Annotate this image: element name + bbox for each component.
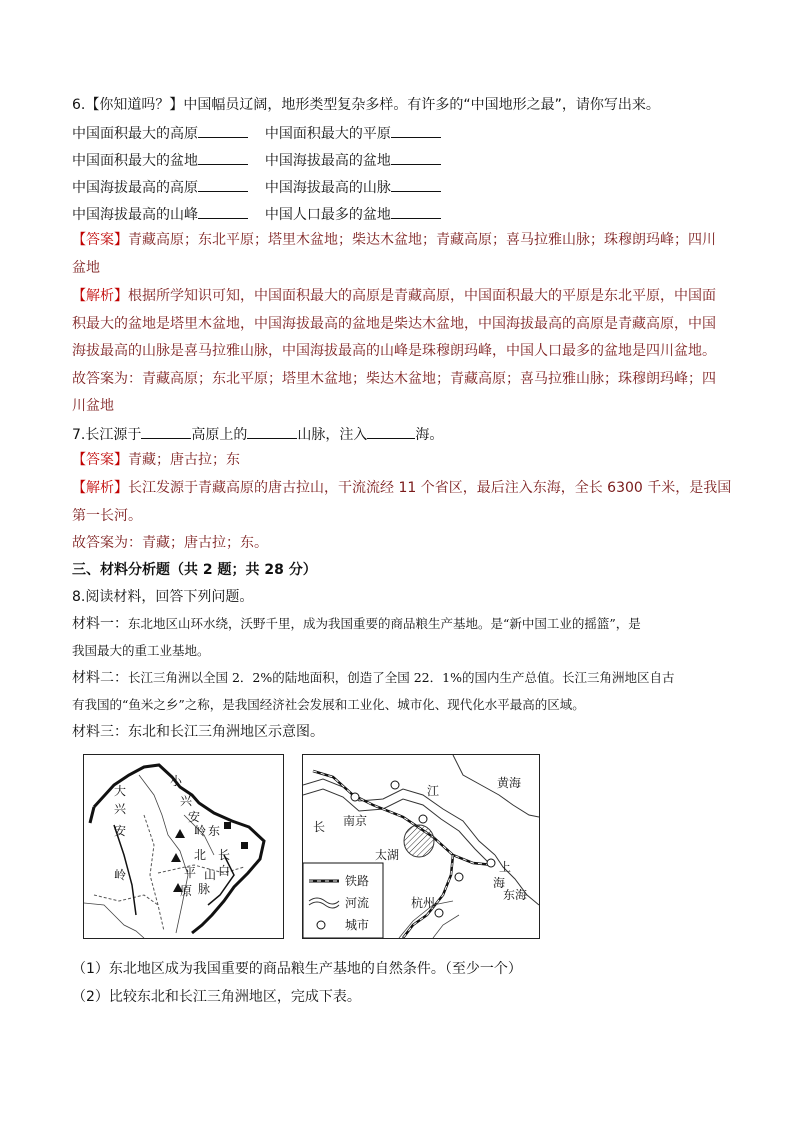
map-label: 山 (204, 868, 217, 882)
analysis-tag: 【解析】 (72, 288, 128, 304)
map-label: 岭 (194, 824, 207, 838)
analysis-tag: 【解析】 (72, 480, 128, 496)
map-label: 岭 (114, 868, 127, 882)
map-label: 脉 (198, 882, 211, 896)
analysis-text: 海拔最高的山脉是喜马拉雅山脉，中国海拔最高的山峰是珠穆朗玛峰，中国人口最多的盆地是四川盆地。 (72, 343, 716, 359)
map-label: 安 (188, 810, 201, 824)
analysis-text: 长江发源于青藏高原的唐古拉山，干流流经 11 个省区，最后注入东海，全长 6300 千米，是我国 (128, 480, 732, 496)
q7-text: 海。 (415, 427, 444, 443)
q6-answer-cont: 盆地 (72, 260, 100, 276)
q8-stem: 8.阅读材料，回答下列问题。 (72, 589, 254, 605)
mineral-triangle-icon (175, 829, 185, 838)
coastline (453, 755, 539, 817)
map-label: 白 (218, 864, 231, 878)
answer-blank (391, 150, 441, 165)
map-label: 东 (208, 824, 221, 838)
province-boundary (94, 895, 158, 905)
map-label: 太湖 (375, 848, 400, 862)
q6-row-4 (72, 204, 441, 224)
city-icon (435, 909, 443, 917)
answer-blank (391, 123, 441, 138)
province-boundary (144, 815, 164, 931)
q7-text: 高原上的 (191, 427, 248, 443)
legend-label: 河流 (345, 896, 370, 910)
legend-city-icon (317, 921, 325, 929)
material-text: 我国最大的重工业基地。 (72, 643, 210, 658)
q7-answer (72, 451, 240, 469)
q7-conclusion: 故答案为：青藏；唐古拉；东。 (72, 535, 268, 551)
material-text: 长江三角洲以全国 2．2%的陆地面积，创造了全国 22．1%的国内生产总值。长江三角洲地区自古 (128, 670, 675, 685)
q7-answer-text: 青藏；唐古拉；东 (128, 452, 240, 468)
map-label: 黄海 (497, 776, 522, 790)
answer-tag: 【答案】 (72, 232, 128, 248)
q7-text: 7.长江源于 (72, 427, 142, 443)
q6-number: 6. (72, 97, 86, 113)
material-label: 材料一： (72, 616, 128, 632)
legend-box (303, 863, 383, 938)
material-3: 材料三：东北和长江三角洲地区示意图。 (72, 724, 324, 740)
analysis-text: 积最大的盆地是塔里木盆地，中国海拔最高的盆地是柴达木盆地，中国海拔最高的高原是青藏高原，中国 (72, 316, 716, 332)
q6-analysis (72, 287, 716, 305)
q7-analysis (72, 479, 731, 497)
q6-answer (72, 231, 716, 249)
map-label: 大 (114, 784, 127, 798)
material-text: 有我国的“鱼米之乡”之称，是我国经济社会发展和工业化、城市化、现代化水平最高的区域。 (72, 697, 585, 712)
q6-item: 中国海拔最高的盆地 (264, 153, 391, 169)
city-icon (351, 793, 359, 801)
mineral-triangle-icon (171, 853, 181, 862)
answer-blank (198, 204, 248, 219)
map-label: 江 (427, 784, 440, 798)
q8-sub1: （1）东北地区成为我国重要的商品粮生产基地的自然条件。（至少一个） (72, 961, 522, 977)
q6-item: 中国海拔最高的山峰 (72, 207, 198, 223)
q6-answer-text: 青藏高原；东北平原；塔里木盆地；柴达木盆地；青藏高原；喜马拉雅山脉；珠穆朗玛峰；四川 (128, 232, 716, 248)
answer-tag: 【答案】 (72, 452, 128, 468)
q6-tag: 【你知道吗？】 (85, 97, 184, 113)
q6-stem-text: 中国幅员辽阔，地形类型复杂多样。有许多的“中国地形之最”，请你写出来。 (183, 97, 660, 113)
yangtze-river (303, 779, 495, 855)
q6-row-3 (72, 177, 441, 197)
q7-text: 山脉，注入 (297, 427, 368, 443)
northeast-map-svg (84, 755, 283, 938)
q7-stem (72, 424, 443, 444)
northeast-map (83, 754, 284, 939)
map-label: 兴 (114, 802, 127, 816)
map-label: 长 (218, 848, 231, 862)
q6-row-1 (72, 123, 441, 143)
material-2 (72, 669, 674, 687)
map-label: 东海 (503, 888, 528, 902)
map-label: 原 (180, 884, 193, 898)
material-1 (72, 615, 641, 633)
legend-label: 城市 (345, 918, 370, 932)
material-text: 东北地区山环水绕，沃野千里，成为我国重要的商品粮生产基地。是“新中国工业的摇篮”，是 (128, 616, 641, 631)
mineral-square-icon (241, 842, 248, 849)
map-label: 南京 (343, 814, 368, 828)
map-label: 北 (194, 848, 207, 862)
city-icon (455, 873, 463, 881)
mineral-square-icon (224, 822, 231, 829)
yangtze-delta-map-svg (303, 755, 539, 938)
map-label: 上 (499, 860, 512, 874)
city-icon (391, 781, 399, 789)
q6-item: 中国面积最大的平原 (264, 126, 391, 142)
q6-item: 中国海拔最高的山脉 (264, 180, 391, 196)
analysis-text: 川盆地 (72, 398, 114, 414)
q6-stem (72, 96, 660, 114)
map-label: 兴 (180, 794, 193, 808)
map-label: 长 (313, 820, 326, 834)
national-border (90, 807, 94, 823)
taihu-lake (404, 825, 434, 857)
railway (313, 771, 493, 865)
answer-blank (391, 177, 441, 192)
city-icon (419, 815, 427, 823)
q6-item: 中国面积最大的高原 (72, 126, 198, 142)
city-icon (487, 859, 495, 867)
map-label: 海 (493, 876, 506, 890)
answer-blank (141, 424, 191, 439)
map-label: 安 (114, 824, 127, 838)
q8-sub2: （2）比较东北和长江三角洲地区，完成下表。 (72, 989, 361, 1005)
map-label: 平 (184, 866, 197, 880)
material-label: 材料二： (72, 670, 128, 686)
legend-label: 铁路 (345, 874, 370, 888)
q6-item: 中国海拔最高的高原 (72, 180, 198, 196)
yangtze-delta-map (302, 754, 540, 939)
analysis-text: 第一长河。 (72, 508, 142, 524)
answer-blank (391, 204, 441, 219)
analysis-text: 根据所学知识可知，中国面积最大的高原是青藏高原，中国面积最大的平原是东北平原，中国面 (128, 288, 716, 304)
section-title: 三、材料分析题（共 2 题；共 28 分） (72, 562, 317, 578)
answer-blank (367, 424, 415, 439)
river (433, 915, 459, 938)
answer-blank (247, 424, 297, 439)
answer-blank (198, 123, 248, 138)
answer-blank (198, 150, 248, 165)
q6-item: 中国人口最多的盆地 (264, 207, 391, 223)
map-label: 杭州 (411, 896, 436, 910)
q6-item: 中国面积最大的盆地 (72, 153, 198, 169)
q6-row-2 (72, 150, 441, 170)
analysis-text: 故答案为：青藏高原；东北平原；塔里木盆地；柴达木盆地；青藏高原；喜马拉雅山脉；珠穆朗玛峰；四 (72, 371, 716, 387)
map-label: 小 (170, 774, 183, 788)
answer-blank (198, 177, 248, 192)
